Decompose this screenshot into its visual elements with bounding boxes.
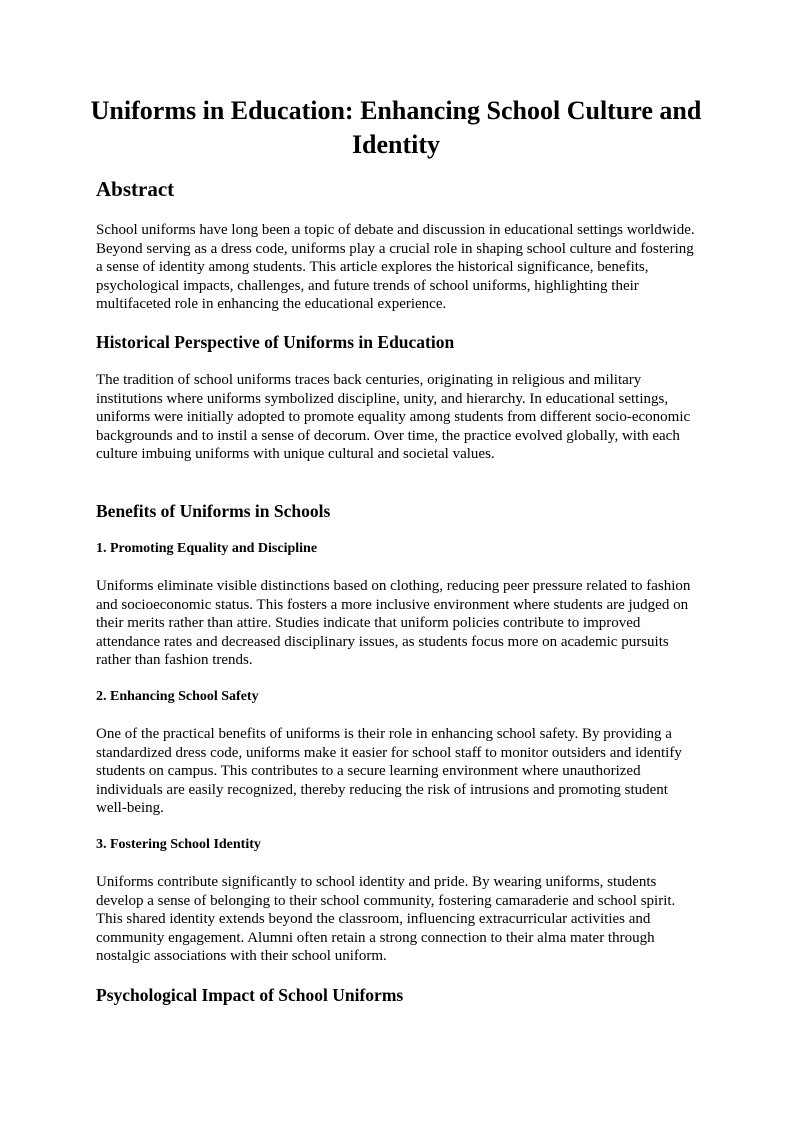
benefit-2-heading: 2. Enhancing School Safety [96,689,259,704]
benefit-3-heading: 3. Fostering School Identity [96,837,261,852]
benefit-1-paragraph: Uniforms eliminate visible distinctions based on clothing, reducing peer pressure related to fashion and socioeconomic status. This fosters a more inclusive environment where students are judged on their merits rather than attire. Studies indicate that uniform policies contribute to improved attendance rates and decreased disciplinary issues, as students focus more on academic pursuits rather than fashion trends. [96,578,691,669]
abstract-heading: Abstract [96,177,175,201]
benefit-2-paragraph: One of the practical benefits of uniforms is their role in enhancing school safety. By providing a standardized dress code, uniforms make it easier for school staff to monitor outsiders and identify students on campus. This contributes to a secure learning environment where unauthorized individuals are easily recognized, thereby reducing the risk of intrusions and promoting student well-being. [96,726,682,817]
benefit-1-heading: 1. Promoting Equality and Discipline [96,541,318,556]
abstract-paragraph: School uniforms have long been a topic of debate and discussion in educational settings worldwide. Beyond serving as a dress code, uniforms play a crucial role in shaping school culture and fostering a sense of identity among students. This article explores the historical significance, benefits, psychological impacts, challenges, and future trends of school uniforms, highlighting their multifaceted role in enhancing the educational experience. [96,222,695,313]
psychological-heading: Psychological Impact of School Uniforms [96,985,404,1005]
history-paragraph: The tradition of school uniforms traces back centuries, originating in religious and military institutions where uniforms symbolized discipline, unity, and hierarchy. In educational settings, uniforms were initially adopted to promote equality among students from different socio-economic backgrounds and to instil a sense of decorum. Over time, the practice evolved globally, with each culture imbuing uniforms with unique cultural and societal values. [96,372,691,463]
history-heading: Historical Perspective of Uniforms in Education [96,332,455,352]
document-title: Uniforms in Education: Enhancing School Culture and Identity [90,96,702,159]
benefits-heading: Benefits of Uniforms in Schools [96,501,331,521]
benefit-3-paragraph: Uniforms contribute significantly to school identity and pride. By wearing uniforms, students develop a sense of belonging to their school community, fostering camaraderie and school spirit. This shared identity extends beyond the classroom, influencing extracurricular activities and community engagement. Alumni often retain a strong connection to their alma mater through nostalgic associations with their school uniform. [96,874,676,965]
